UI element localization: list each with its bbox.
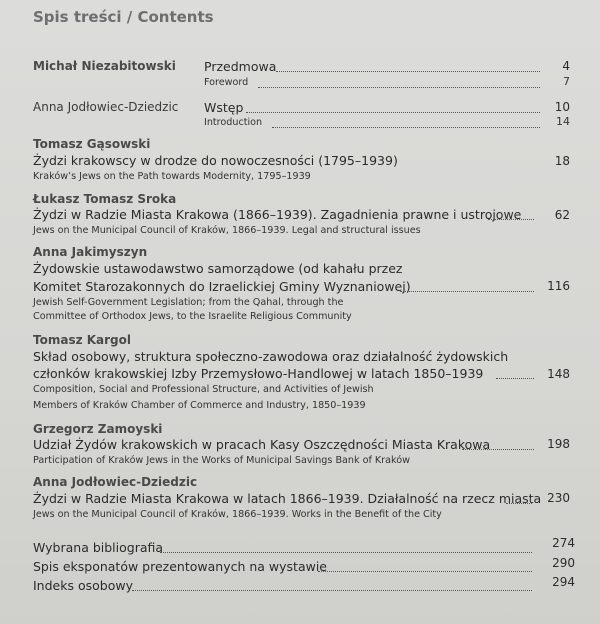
front-title-pl-1: Przedmowa: [204, 59, 277, 74]
back-item: Wybrana bibliografia: [33, 540, 164, 555]
chapter-author: Anna Jodłowiec-Dziedzic: [33, 475, 198, 489]
chapter-title-en: Participation of Kraków Jews in the Works of Municipal Savings Bank of Kraków: [33, 455, 410, 466]
page-number: 14: [556, 115, 570, 128]
page-number: 294: [552, 575, 575, 589]
page-number: 148: [547, 367, 570, 381]
dot-leader: [272, 126, 540, 128]
chapter-title-en: Jews on the Municipal Council of Kraków, 1866–1939. Legal and structural issues: [33, 225, 421, 236]
dot-leader: [160, 551, 532, 553]
chapter-title-pl: Żydzi w Radzie Miasta Krakowa (1866–1939). Zagadnienia prawne i ustrojowe: [33, 207, 522, 222]
front-author-1: Michał Niezabitowski: [33, 59, 176, 73]
front-title-en-1: Foreword: [204, 77, 249, 88]
chapter-title-pl: Skład osobowy, struktura społeczno-zawodowa oraz działalność żydowskich: [33, 349, 509, 364]
front-title-pl-2: Wstęp: [204, 100, 244, 115]
page-number: 4: [562, 59, 570, 73]
chapter-author: Grzegorz Zamoyski: [33, 422, 163, 436]
page-number: 7: [563, 75, 570, 88]
page-number: 290: [552, 556, 575, 570]
chapter-author: Tomasz Gąsowski: [33, 137, 151, 151]
back-item: Indeks osobowy: [33, 578, 133, 593]
dot-leader: [276, 70, 540, 72]
chapter-title-en: Committee of Orthodox Jews, to the Israelite Religious Community: [33, 311, 352, 322]
front-title-en-2: Introduction: [204, 117, 263, 128]
dot-leader: [506, 502, 532, 504]
chapter-title-pl: Żydzi krakowscy w drodze do nowoczesności (1795–1939): [33, 153, 398, 168]
chapter-author: Anna Jakimyszyn: [33, 245, 148, 259]
chapter-author: Łukasz Tomasz Sroka: [33, 192, 177, 206]
page-number: 274: [552, 536, 575, 550]
chapter-title-pl: Komitet Starozakonnych do Izraelickiej Gminy Wyznaniowej): [33, 279, 411, 294]
chapter-title-en: Jews on the Municipal Council of Kraków, 1866–1939. Works in the Benefit of the City: [33, 509, 442, 520]
chapter-title-en: Jewish Self-Government Legislation; from the Qahal, through the: [33, 297, 344, 308]
dot-leader: [318, 570, 532, 572]
page-number: 62: [554, 208, 570, 222]
chapter-title-en: Members of Kraków Chamber of Commerce and Industry, 1850–1939: [33, 400, 366, 411]
chapter-title-pl: Udział Żydów krakowskich w pracach Kasy Oszczędności Miasta Krakowa: [33, 437, 491, 452]
chapter-title-en: Composition, Social and Professional Structure, and Activities of Jewish: [33, 384, 374, 395]
chapter-title-pl: Żydzi w Radzie Miasta Krakowa w latach 1866–1939. Działalność na rzecz miasta: [33, 491, 542, 506]
page-number: 116: [547, 279, 570, 293]
page-title: Spis treści / Contents: [33, 8, 214, 26]
page-number: 18: [554, 154, 570, 168]
dot-leader: [496, 377, 534, 379]
chapter-author: Tomasz Kargol: [33, 333, 132, 347]
dot-leader: [132, 589, 532, 591]
dot-leader: [258, 86, 540, 88]
dot-leader: [400, 290, 534, 292]
back-item: Spis eksponatów prezentowanych na wystawie: [33, 559, 328, 574]
chapter-title-en: Kraków’s Jews on the Path towards Modernity, 1795–1939: [33, 171, 311, 182]
dot-leader: [488, 218, 534, 220]
page-number: 198: [547, 437, 570, 451]
front-author-2: Anna Jodłowiec-Dziedzic: [33, 100, 179, 114]
page-number: 10: [554, 100, 570, 114]
dot-leader: [246, 111, 540, 113]
chapter-title-pl: członków krakowskiej Izby Przemysłowo-Handlowej w latach 1850–1939: [33, 366, 484, 381]
chapter-title-pl: Żydowskie ustawodawstwo samorządowe (od kahału przez: [33, 261, 403, 276]
page-number: 230: [547, 491, 570, 505]
dot-leader: [462, 448, 534, 450]
